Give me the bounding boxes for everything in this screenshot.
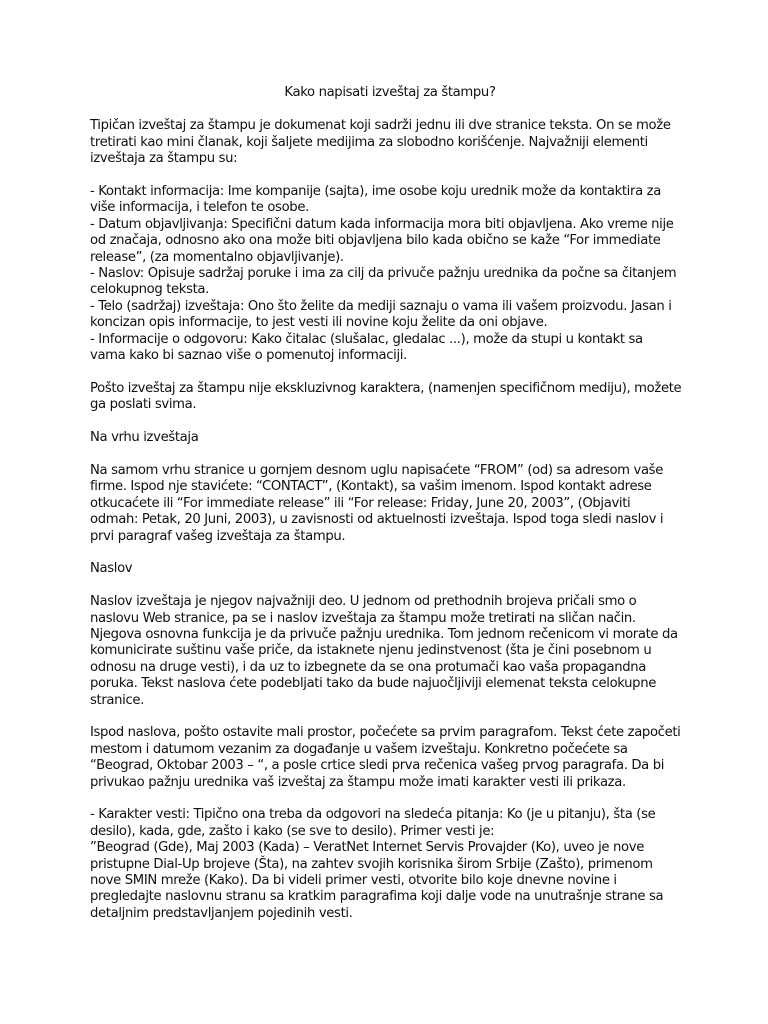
title-paragraph: Naslov izveštaja je njegov najvažniji deo. U jednom od prethodnih brojeva pričali smo o naslovu Web stranice, pa se i naslov izveštaja za štampu može tretirati na sličan način. Njegova osnovna funkcija je da privuče pažnju urednika. Tom jednom rečenicom vi morate da komunicirate suštinu vaše priče, da istaknete njenu jedinstvenost (šta je čini posebnom u odnosu na druge vesti), i da uz to izbegnete da se ona protumači kao vaša propagandna poruka. Tekst naslova ćete podebljati tako da bude najuočljiviji elemenat teksta celokupne stranice. (90, 594, 678, 708)
news-example-paragraph: ”Beograd (Gde), Maj 2003 (Kada) – VeratNet Internet Servis Provajder (Ko), uveo je nove pristupne Dial-Up brojeve (Šta), na zahtev svojih korisnika širom Srbije (Zašto), primenom nove SMIN mreže (Kako). Da bi videli primer vesti, otvorite bilo koje dnevne novine i pregledajte naslovnu stranu sa kratkim paragrafima koji dalje vode na unutrašnje strane sa detaljnim predstavljanjem pojedinih vesti. (90, 840, 664, 921)
list-item: - Datum objavljivanja: Specifični datum kada informacija mora biti objavljena. Ako vreme nije od značaja, odnosno ako ona može biti objavljena bilo kada obično se kaže “For immediate release”, (za momentalno objavljivanje). (90, 216, 674, 265)
list-item: - Naslov: Opisuje sadržaj poruke i ima za cilj da privuče pažnju urednika da počne sa čitanjem celokupnog teksta. (90, 266, 677, 298)
list-item: - Informacije o odgovoru: Kako čitalac (slušalac, gledalac ...), može da stupi u kontakt sa vama kako bi saznao više o pomenutoj informaciji. (90, 331, 643, 364)
intro-paragraph: Tipičan izveštaj za štampu je dokumenat koji sadrži jednu ili dve stranice teksta. On se može tretirati kao mini članak, koji šaljete medijima za slobodno korišćenje. Najvažniji elementi izveštaja za štampu su: (90, 118, 671, 167)
section-heading-top: Na vrhu izveštaja (90, 430, 199, 446)
news-block (90, 807, 682, 922)
document-body (90, 85, 682, 939)
top-paragraph: Na samom vrhu stranice u gornjem desnom uglu napisaćete “FROM” (od) sa adresom vaše firme. Ispod nje stavićete: “CONTACT”, (Kontakt), sa vašim imenom. Ispod kontakt adrese otkucaćete ili “For immediate release” ili “For release: Friday, June 20, 2003”, (Objaviti odmah: Petak, 20 Juni, 2003), u zavisnosti od aktuelnosti izveštaja. Ispod toga sledi naslov i prvi paragraf vašeg izveštaja za štampu. (90, 462, 664, 544)
news-paragraph: - Karakter vesti: Tipično ona treba da odgovori na sledeća pitanja: Ko (je u pitanju), šta (se desilo), kada, gde, zašto i kako (se sve to desilo). Primer vesti je: (90, 807, 656, 839)
list-item: - Kontakt informacija: Ime kompanije (sajta), ime osobe koju urednik može da kontaktira za više informacija, i telefon te osobe. (90, 184, 661, 216)
document-title: Kako napisati izveštaj za štampu? (284, 85, 496, 100)
exclusive-paragraph: Pošto izveštaj za štampu nije ekskluzivnog karaktera, (namenjen specifičnom mediju), možete ga poslati svima. (90, 380, 682, 413)
elements-list (90, 184, 682, 364)
list-item: - Telo (sadržaj) izveštaja: Ono što želite da mediji saznaju o vama ili vašem proizvodu. Jasan i koncizan opis informacije, to jest vesti ili novine koju želite da oni objave. (90, 298, 672, 331)
section-heading-title: Naslov (90, 561, 133, 577)
below-title-paragraph: Ispod naslova, pošto ostavite mali prostor, počećete sa prvim paragrafom. Tekst ćete započeti mestom i datumom vezanim za događanje u vašem izveštaju. Konkretno počećete sa “Beograd, Oktobar 2003 – “, a posle crtice sledi prva rečenica vašeg prvog paragrafa. Da bi privukao pažnju urednika vaš izveštaj za štampu može imati karakter vesti ili prikaza. (90, 725, 681, 790)
